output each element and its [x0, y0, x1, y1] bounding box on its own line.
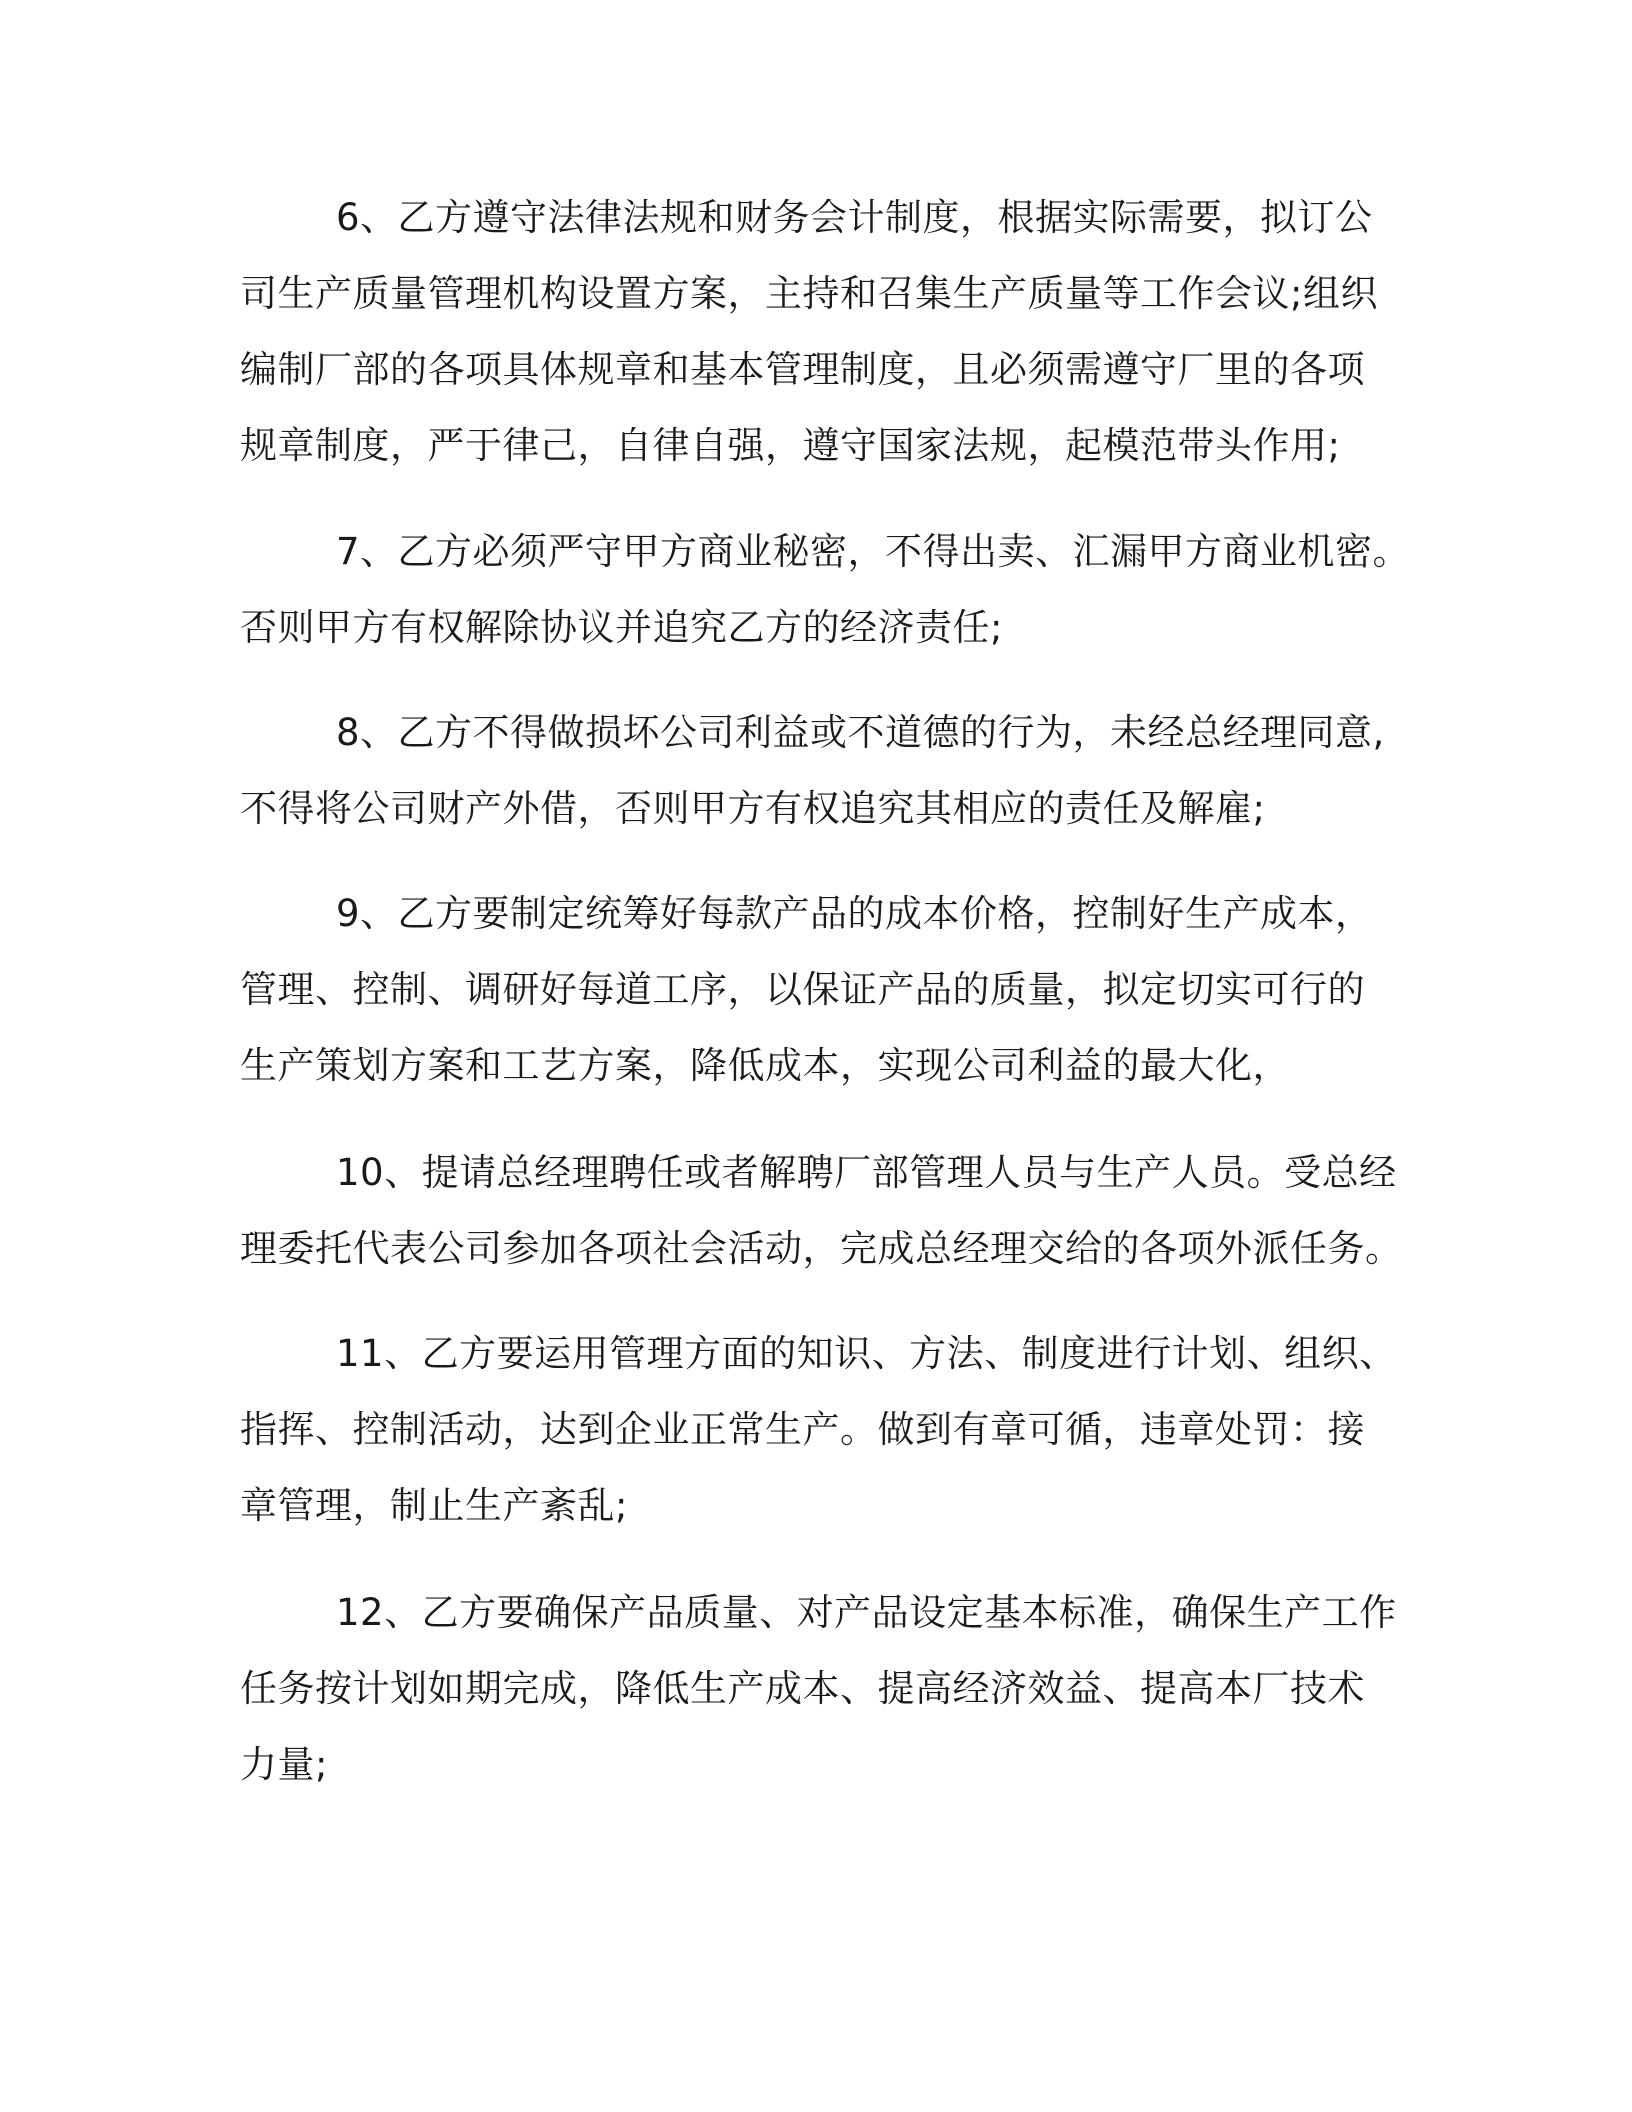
- paragraph-line: 指挥、控制活动，达到企业正常生产。做到有章可循，违章处罚：接: [240, 1408, 1365, 1451]
- paragraph-line: 理委托代表公司参加各项社会活动，完成总经理交给的各项外派任务。: [240, 1227, 1403, 1270]
- paragraph-line: 10、提请总经理聘任或者解聘厂部管理人员与生产人员。受总经: [336, 1151, 1397, 1194]
- paragraph-line: 管理、控制、调研好每道工序，以保证产品的质量，拟定切实可行的: [240, 968, 1365, 1011]
- paragraph-line: 9、乙方要制定统筹好每款产品的成本价格，控制好生产成本，: [336, 892, 1373, 935]
- paragraph-line: 不得将公司财产外借，否则甲方有权追究其相应的责任及解雇;: [240, 787, 1266, 830]
- paragraph-line: 12、乙方要确保产品质量、对产品设定基本标准，确保生产工作: [336, 1591, 1397, 1634]
- paragraph-line: 否则甲方有权解除协议并追究乙方的经济责任;: [240, 606, 1003, 649]
- paragraph-line: 生产策划方案和工艺方案，降低成本，实现公司利益的最大化，: [240, 1044, 1290, 1087]
- paragraph-line: 任务按计划如期完成，降低生产成本、提高经济效益、提高本厂技术: [240, 1667, 1365, 1710]
- paragraph-line: 司生产质量管理机构设置方案，主持和召集生产质量等工作会议;组织: [240, 272, 1378, 315]
- paragraph-line: 8、乙方不得做损坏公司利益或不道德的行为，未经总经理同意,: [336, 711, 1385, 754]
- paragraph-line: 6、乙方遵守法律法规和财务会计制度，根据实际需要，拟订公: [336, 196, 1373, 239]
- paragraph-line: 章管理，制止生产紊乱;: [240, 1484, 628, 1527]
- paragraph-line: 编制厂部的各项具体规章和基本管理制度，且必须需遵守厂里的各项: [240, 348, 1365, 391]
- paragraph-line: 规章制度，严于律己，自律自强，遵守国家法规，起模范带头作用;: [240, 424, 1341, 467]
- paragraph-line: 7、乙方必须严守甲方商业秘密，不得出卖、汇漏甲方商业机密。: [336, 530, 1411, 573]
- paragraph-line: 力量;: [240, 1743, 328, 1786]
- paragraph-line: 11、乙方要运用管理方面的知识、方法、制度进行计划、组织、: [336, 1332, 1397, 1375]
